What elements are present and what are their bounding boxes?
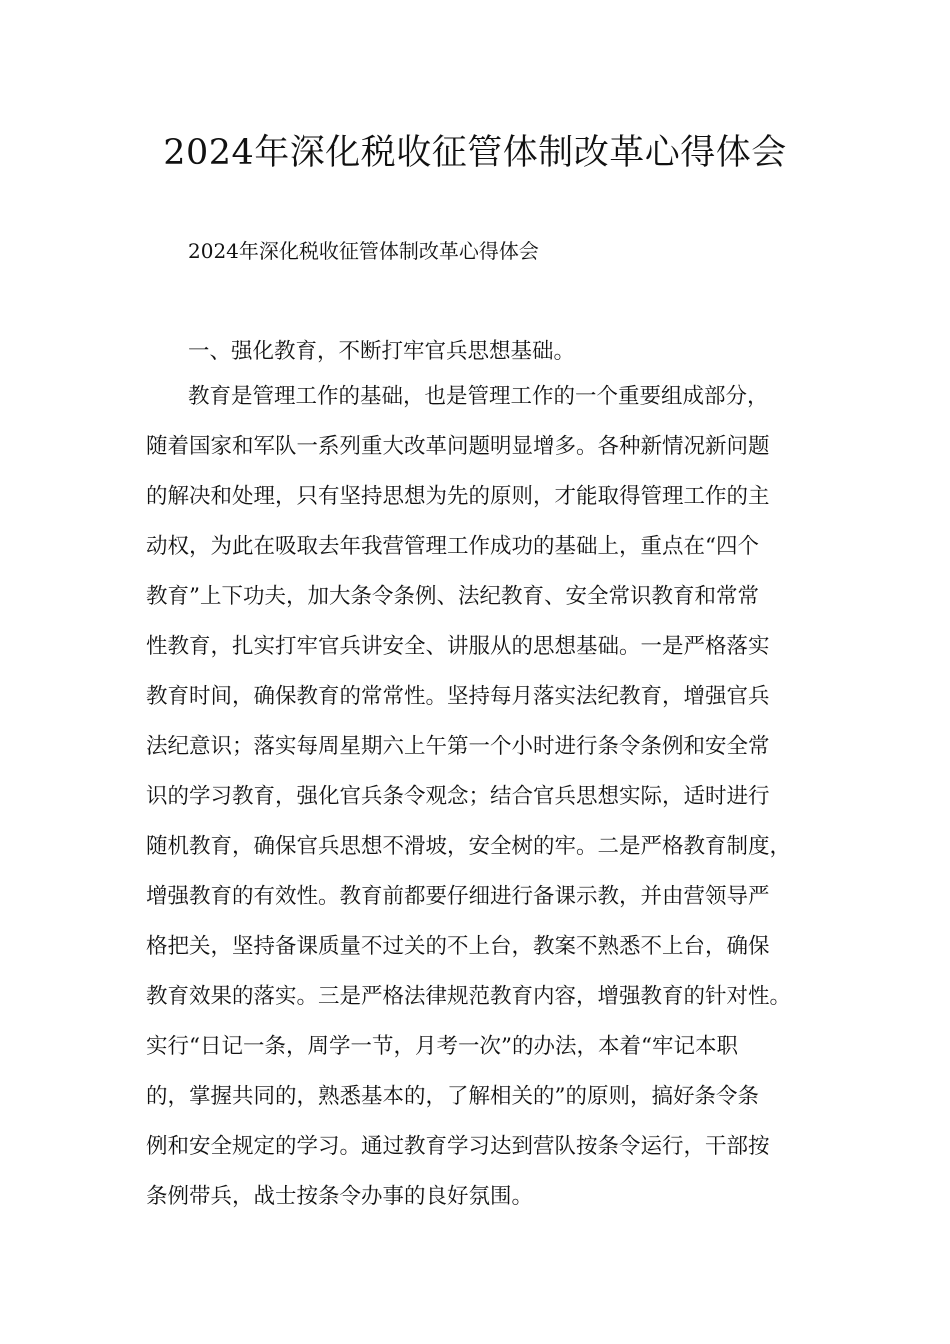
paragraph-line: 教育效果的落实。三是严格法律规范教育内容，增强教育的针对性。 xyxy=(146,984,792,1009)
document-title: 2024年深化税收征管体制改革心得体会 xyxy=(163,133,787,173)
paragraph-line: 性教育，扎实打牢官兵讲安全、讲服从的思想基础。一是严格落实 xyxy=(146,634,770,659)
section-heading: 一、强化教育，不断打牢官兵思想基础。 xyxy=(188,339,576,364)
body-paragraph xyxy=(146,381,826,1231)
paragraph-line: 例和安全规定的学习。通过教育学习达到营队按条令运行，干部按 xyxy=(146,1134,770,1159)
paragraph-line: 教育是管理工作的基础，也是管理工作的一个重要组成部分， xyxy=(188,384,769,409)
paragraph-line: 增强教育的有效性。教育前都要仔细进行备课示教，并由营领导严 xyxy=(146,884,770,909)
paragraph-line: 识的学习教育，强化官兵条令观念；结合官兵思想实际，适时进行 xyxy=(146,784,770,809)
paragraph-line: 教育时间，确保教育的常常性。坚持每月落实法纪教育，增强官兵 xyxy=(146,684,770,709)
paragraph-line: 格把关，坚持备课质量不过关的不上台，教案不熟悉不上台，确保 xyxy=(146,934,770,959)
paragraph-line: 随机教育，确保官兵思想不滑坡，安全树的牢。二是严格教育制度， xyxy=(146,834,792,859)
paragraph-line: 条例带兵，战士按条令办事的良好氛围。 xyxy=(146,1184,534,1209)
document-subtitle: 2024年深化税收征管体制改革心得体会 xyxy=(188,239,539,263)
paragraph-line: 动权，为此在吸取去年我营管理工作成功的基础上，重点在“四个 xyxy=(146,534,759,559)
paragraph-line: 随着国家和军队一系列重大改革问题明显增多。各种新情况新问题 xyxy=(146,434,770,459)
paragraph-line: 教育”上下功夫，加大条令条例、法纪教育、安全常识教育和常常 xyxy=(146,584,759,609)
paragraph-line: 的，掌握共同的，熟悉基本的，了解相关的”的原则，搞好条令条 xyxy=(146,1084,759,1109)
paragraph-line: 法纪意识；落实每周星期六上午第一个小时进行条令条例和安全常 xyxy=(146,734,770,759)
paragraph-line: 的解决和处理，只有坚持思想为先的原则，才能取得管理工作的主 xyxy=(146,484,770,509)
paragraph-line: 实行“日记一条，周学一节，月考一次”的办法，本着“牢记本职 xyxy=(146,1034,738,1059)
